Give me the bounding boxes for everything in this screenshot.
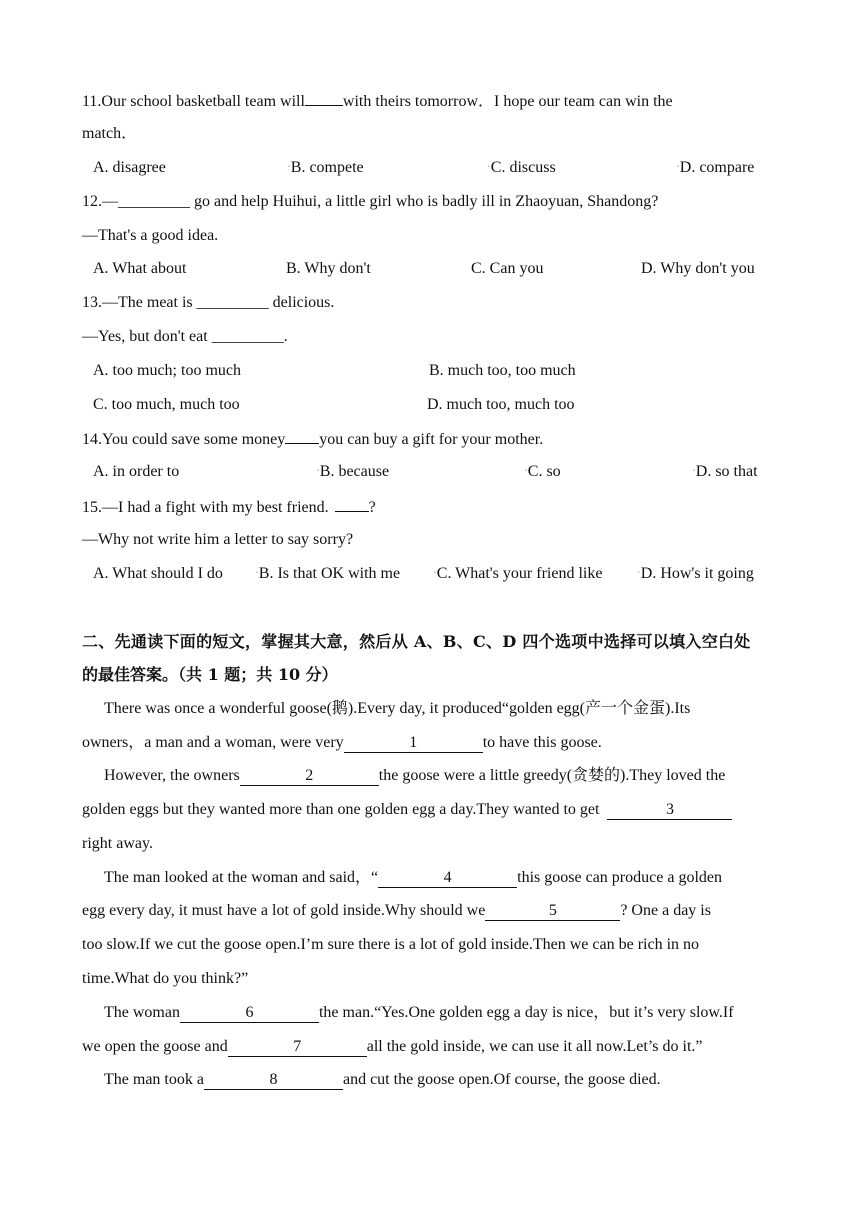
option-a[interactable]: A. in order to [93, 463, 180, 480]
option-d[interactable]: •D. compare [677, 159, 755, 176]
section-heading: 二、先通读下面的短文，掌握其大意，然后从 A、B、C、D 四个选项中选择可以填入空白处 [82, 632, 751, 651]
passage-line: we open the goose and 7 all the gold inside, we can use it all now.Let’s do it.” [82, 1038, 703, 1055]
option-b[interactable]: •B. because [317, 463, 390, 480]
passage-line: golden eggs but they wanted more than one golden egg a day.They wanted to get 3 [82, 800, 732, 820]
option-c[interactable]: •C. What's your friend like [434, 565, 603, 582]
option-b[interactable]: B. much too, too much [429, 362, 576, 379]
passage-line: The man took a 8 and cut the goose open.Of course, the goose died. [104, 1071, 661, 1088]
question-15-reply: —Why not write him a letter to say sorry? [82, 531, 354, 548]
passage-line: However, the owners 2 the goose were a little greedy(贪婪的).They loved the [104, 767, 726, 784]
cloze-blank-2[interactable]: 2 [240, 767, 379, 786]
passage-line: egg every day, it must have a lot of gold inside.Why should we 5 ? One a day is [82, 902, 711, 919]
cloze-blank-6[interactable]: 6 [180, 1004, 319, 1023]
question-12-stem: 12.—_________ go and help Huihui, a little girl who is badly ill in Zhaoyuan, Shandong? [82, 193, 659, 210]
passage-line: owners，a man and a woman, were very 1 to have this goose. [82, 734, 602, 751]
option-a[interactable]: A. What about [93, 260, 187, 277]
cloze-blank-3[interactable]: 3 [607, 801, 732, 820]
question-15-stem: 15.—I had a fight with my best friend. ? [82, 496, 376, 518]
passage-line: The woman 6 the man.“Yes.One golden egg a day is nice，but it’s very slow.If [104, 1004, 734, 1021]
option-a[interactable]: A. disagree [93, 159, 166, 176]
option-c[interactable]: •C. discuss [488, 159, 556, 176]
option-c[interactable]: C. too much, much too [93, 396, 240, 413]
cloze-blank-7[interactable]: 7 [228, 1038, 367, 1057]
option-d[interactable]: D. Why don't you [641, 260, 755, 277]
question-11-stem: 11.Our school basketball team will with theirs tomorrow．I hope our team can win the [82, 90, 673, 112]
option-d[interactable]: D. much too, much too [427, 396, 575, 413]
question-12-reply: —That's a good idea. [82, 227, 219, 244]
option-d[interactable]: •D. so that [693, 463, 758, 480]
option-a[interactable]: A. What should I do [93, 565, 223, 582]
option-d[interactable]: •D. How's it going [638, 565, 754, 582]
answer-blank[interactable] [335, 496, 369, 512]
question-13-stem: 13.—The meat is _________ delicious. [82, 294, 335, 311]
question-13-reply: —Yes, but don't eat _________. [82, 328, 288, 345]
passage-line: The man looked at the woman and said，“ 4 this goose can produce a golden [104, 869, 722, 886]
question-14-stem: 14.You could save some money you can buy a gift for your mother. [82, 428, 543, 450]
option-b[interactable]: B. Why don't [286, 260, 371, 277]
option-c[interactable]: C. Can you [471, 260, 544, 277]
answer-blank[interactable] [305, 90, 343, 106]
passage-line: time.What do you think?” [82, 970, 249, 987]
passage-line: There was once a wonderful goose(鹅).Every day, it produced“golden egg(产一个金蛋).Its [104, 700, 691, 717]
passage-line: too slow.If we cut the goose open.I’m sure there is a lot of gold inside.Then we can be rich in no [82, 936, 700, 953]
passage-line: right away. [82, 835, 153, 852]
answer-blank[interactable] [285, 428, 319, 444]
question-11-stem-continued: match． [82, 125, 138, 142]
cloze-blank-1[interactable]: 1 [344, 734, 483, 753]
cloze-blank-4[interactable]: 4 [378, 869, 517, 888]
cloze-blank-8[interactable]: 8 [204, 1071, 343, 1090]
option-b[interactable]: •B. compete [288, 159, 364, 176]
section-heading-continued: 的最佳答案。（共 1 题；共 10 分） [82, 665, 338, 684]
cloze-blank-5[interactable]: 5 [485, 902, 620, 921]
option-b[interactable]: •B. Is that OK with me [256, 565, 401, 582]
option-c[interactable]: •C. so [525, 463, 561, 480]
option-a[interactable]: A. too much; too much [93, 362, 241, 379]
